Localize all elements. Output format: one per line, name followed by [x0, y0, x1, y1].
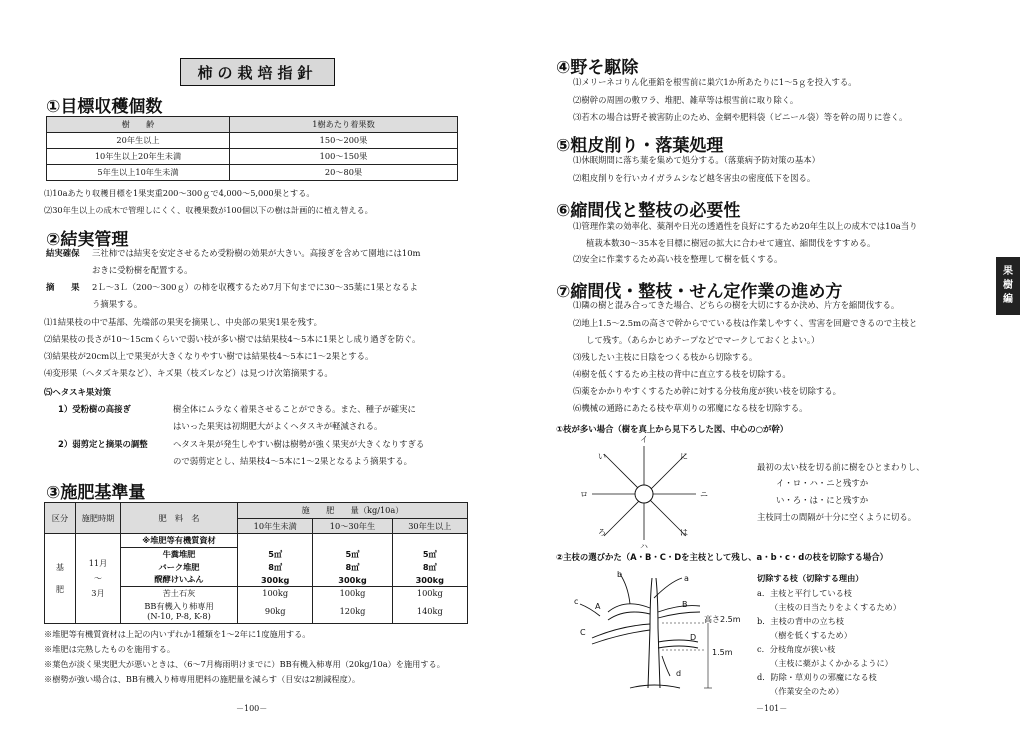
diagram-label: A: [595, 602, 601, 611]
section-heading-bark: ⑤粗皮削り・落葉処理: [556, 136, 724, 156]
table-cell: 100kg: [313, 587, 392, 600]
figure-text: い・ろ・は・にと残すか: [776, 495, 869, 505]
reason-line: （主枝に薬がよくかかるように）: [770, 658, 893, 668]
diagram-label: d: [676, 669, 682, 678]
table-cell: ※堆肥等有機質資材: [121, 534, 238, 548]
reason-line: （主枝の日当たりをよくするため）: [770, 602, 902, 612]
list-item: ⑴隣の樹と混み合ってきた場合、どちらの樹を大切にするか決め、片方を縮間伐する。: [573, 300, 900, 310]
list-item: ⑷変形果（ヘタズキ果など）、キズ果（枝ズレなど）は見つけ次第摘果する。: [44, 368, 333, 378]
table-cell: 8㎥: [392, 561, 467, 574]
list-item: 植栽本数30～35本を目標に樹冠の拡大に合わせて適宜、縮間伐をすすめる。: [586, 238, 876, 248]
reason-line: d．防除・草刈りの邪魔になる枝: [757, 672, 877, 682]
list-item: ⑷樹を低くするため主枝の背中に直立する枝を切除する。: [573, 369, 791, 379]
sub-label: 1）受粉樹の高接ぎ: [58, 404, 131, 414]
diagram-label: a: [684, 574, 689, 583]
text-line: 三社柿では結実を安定させるため受粉樹の効果が大きい。高接ぎを含めて園地には10m: [92, 248, 421, 258]
text-line: 樹全体にムラなく着果させることができる。また、種子が確実に: [173, 404, 416, 414]
list-item: ⑵結果枝の長さが10～15cmくらいで弱い枝が多い樹では結果枝4～5本に1果とし成り過ぎを防ぐ。: [44, 334, 421, 344]
figure-caption: ①枝が多い場合（樹を真上から見下ろした図、中心の○が幹）: [556, 424, 789, 434]
table-cell: [238, 534, 313, 548]
list-item: ⑹機械の通路にあたる枝や草刈りの邪魔になる枝を切除する。: [573, 403, 808, 413]
table-cell: [313, 534, 392, 548]
list-item: ⑸薬をかかりやすくするため幹に対する分枝角度が狭い枝を切除する。: [573, 386, 841, 396]
text-line: ヘタスキ果が発生しやすい樹は樹勢が強く果実が大きくなりすぎる: [173, 439, 425, 449]
list-item: して残す。（あらかじめテープなどでマークしておくとよい。）: [586, 335, 820, 345]
table-cell: 100kg: [238, 587, 313, 600]
note-line: ⑵30年生以上の成木で管理しにくく、収穫果数が100個以下の樹は計画的に植え替える。: [44, 205, 373, 215]
diagram-label: ロ: [580, 490, 588, 499]
diagram-label: ニ: [700, 490, 708, 499]
table-cell: 100～150果: [230, 149, 458, 165]
table-cell: 20～80果: [230, 165, 458, 181]
table-header: 樹 齢: [47, 117, 230, 133]
diagram-label: C: [580, 628, 586, 637]
table-cell: 300kg: [238, 574, 313, 587]
target-table: [46, 116, 458, 181]
list-item: ⑵樹幹の周囲の敷ワラ、堆肥、雑草等は根雪前に取り除く。: [573, 95, 799, 105]
table-cell: 300kg: [313, 574, 392, 587]
figure-text: 主枝同士の間隔が十分に空くように切る。: [757, 512, 917, 522]
table-cell: 5㎥: [392, 548, 467, 561]
diagram-label: に: [680, 452, 688, 461]
label-tekika: 摘 果: [46, 282, 80, 292]
list-item: ⑶若木の場合は野そ被害防止のため、金網や肥料袋（ビニール袋）等を幹の周りに巻く。: [573, 112, 908, 122]
table-header: 区分: [45, 503, 76, 534]
list-item: ⑶結果枝が20cm以上で果実が大きくなりやすい樹では結果枝4～5本に1～2果とする。: [44, 351, 374, 361]
figure-caption: ②主枝の選びかた（A・B・C・Dを主枝として残し、a・b・c・dの枝を切除する場合）: [556, 552, 889, 562]
fertilizer-table: [44, 502, 468, 624]
table-header: 施肥時期: [76, 503, 121, 534]
page-number: －100－: [236, 704, 268, 713]
table-cell: 基 肥: [45, 534, 76, 624]
table-cell: 牛糞堆肥: [121, 548, 238, 561]
height-label: 高さ2.5m: [704, 615, 741, 624]
page-title: 柿の栽培指針: [180, 58, 335, 86]
tab-char: 果: [1003, 266, 1013, 277]
text-line: ので弱剪定とし、結果枝4～5本に1～2果となるよう摘果する。: [173, 456, 413, 466]
table-cell: 11月 ～ 3月: [76, 534, 121, 624]
diagram-label: ハ: [640, 542, 648, 551]
section-heading-fertilizer: ③施肥基準量: [46, 483, 146, 503]
list-item: ⑵安全に作業するため高い枝を整理して樹を低くする。: [573, 254, 783, 264]
table-header: 1樹あたり着果数: [230, 117, 458, 133]
list-item: ⑸ヘタスキ果対策: [44, 387, 111, 397]
diagram-label: D: [690, 633, 697, 642]
diagram-label: c: [574, 597, 579, 606]
table-cell: 8㎥: [238, 561, 313, 574]
table-cell: 20年生以上: [47, 133, 230, 149]
text-line: おきに受粉樹を配置する。: [92, 265, 193, 275]
note-line: ⑴10aあたり収穫目標を1果実重200～300ｇで4,000～5,000果とする。: [44, 188, 315, 198]
diagram-label: b: [617, 570, 623, 579]
reason-line: b．主枝の背中の立ち枝: [757, 616, 845, 626]
section-tab-fruit-trees: [996, 257, 1020, 315]
section-heading-rodent: ④野そ駆除: [556, 58, 639, 78]
table-header: 30年生以上: [392, 519, 467, 534]
list-item: ⑵粗皮削りを行いカイガラムシなど越冬害虫の密度低下を図る。: [573, 173, 816, 183]
table-cell: 90kg: [238, 600, 313, 624]
reason-line: c．分枝角度が狭い枝: [757, 644, 836, 654]
reason-line: （作業安全のため）: [770, 686, 844, 696]
note-line: ※堆肥は完熟したものを施用する。: [44, 644, 176, 654]
table-header: 10～30年生: [313, 519, 392, 534]
table-cell: 140kg: [392, 600, 467, 624]
diagram-label: は: [680, 528, 688, 537]
list-item: ⑶残したい主枝に日陰をつくる枝から切除する。: [573, 352, 758, 362]
table-cell: 5㎥: [313, 548, 392, 561]
table-cell: 120kg: [313, 600, 392, 624]
table-cell: BB有機入り柿専用 (N-10, P-8, K-8): [121, 600, 238, 624]
reason-line: a．主枝と平行している枝: [757, 588, 852, 598]
table-cell: 150～200果: [230, 133, 458, 149]
table-cell: 醗酵けいふん: [121, 574, 238, 587]
note-line: ※堆肥等有機質資材は上記の内いずれか1種類を1～2年に1度施用する。: [44, 629, 311, 639]
list-item: ⑴管理作業の効率化、薬剤や日光の透過性を良好にするため20年生以上の成木では10a当り: [573, 221, 918, 231]
reason-line: （樹を低くするため）: [770, 630, 852, 640]
page-number: －101－: [756, 704, 788, 713]
label-kekka: 結実確保: [46, 248, 80, 258]
list-item: ⑵地上1.5～2.5mの高さで幹からでている枝は作業しやすく、雪害を回避できるので主枝と: [573, 318, 918, 328]
tab-char: 編: [1003, 294, 1013, 305]
section-heading-pruning: ⑦縮間伐・整枝・せん定作業の進め方: [556, 282, 843, 302]
section-heading-thinning: ⑥縮間伐と整枝の必要性: [556, 201, 741, 221]
diagram-label: い: [598, 452, 606, 461]
reasons-title: 切除する枝（切除する理由）: [757, 573, 864, 583]
text-line: はいった果実は初期肥大がよくヘタスキが軽減される。: [173, 421, 383, 431]
text-line: 2Ｌ～3Ｌ（200～300ｇ）の柿を収穫するため7月下旬までに30～35葉に1果となるよ: [92, 282, 418, 292]
table-cell: 8㎥: [313, 561, 392, 574]
table-cell: 5㎥: [238, 548, 313, 561]
table-cell: [392, 534, 467, 548]
table-cell: 5年生以上10年生未満: [47, 165, 230, 181]
table-cell: 苦土石灰: [121, 587, 238, 600]
table-header: 10年生未満: [238, 519, 313, 534]
table-cell: 100kg: [392, 587, 467, 600]
note-line: ※樹勢が強い場合は、BB有機入り柿専用肥料の施肥量を減らす（目安は2割減程度）。: [44, 674, 361, 684]
sub-label: 2）弱剪定と摘果の調整: [58, 439, 148, 449]
table-cell: 300kg: [392, 574, 467, 587]
list-item: ⑴メリーネコりん化亜鉛を根雪前に巣穴1か所あたりに1～5ｇを投入する。: [573, 77, 857, 87]
figure-text: 最初の太い枝を切る前に樹をひとまわりし、: [757, 462, 925, 472]
diagram-label: イ: [640, 435, 648, 444]
figure-text: イ・ロ・ハ・ニと残すか: [776, 478, 869, 488]
diagram-label: B: [682, 600, 688, 609]
diagram-label: ろ: [598, 528, 606, 537]
list-item: ⑴1結果枝の中で基部、先端部の果実を摘果し、中央部の果実1果を残す。: [44, 317, 322, 327]
table-header: 施 肥 量（kg/10a）: [238, 503, 468, 519]
tree-side-diagram: [570, 568, 750, 692]
section-heading-fruit-set: ②結実管理: [46, 230, 129, 250]
height-label: 1.5m: [712, 648, 733, 657]
table-cell: バーク堆肥: [121, 561, 238, 574]
text-line: う摘果する。: [92, 299, 143, 309]
list-item: ⑴休眠期間に落ち葉を集めて処分する。（落葉病予防対策の基本）: [573, 155, 821, 165]
section-heading-target: ①目標収穫個数: [46, 97, 163, 117]
table-cell: 10年生以上20年生未満: [47, 149, 230, 165]
table-header: 肥 料 名: [121, 503, 238, 534]
note-line: ※葉色が淡く果実肥大が悪いときは、（6～7月梅雨明けまでに）BB有機入柿専用（20kg/10a）を施用する。: [44, 659, 445, 669]
tab-char: 樹: [1003, 280, 1013, 291]
